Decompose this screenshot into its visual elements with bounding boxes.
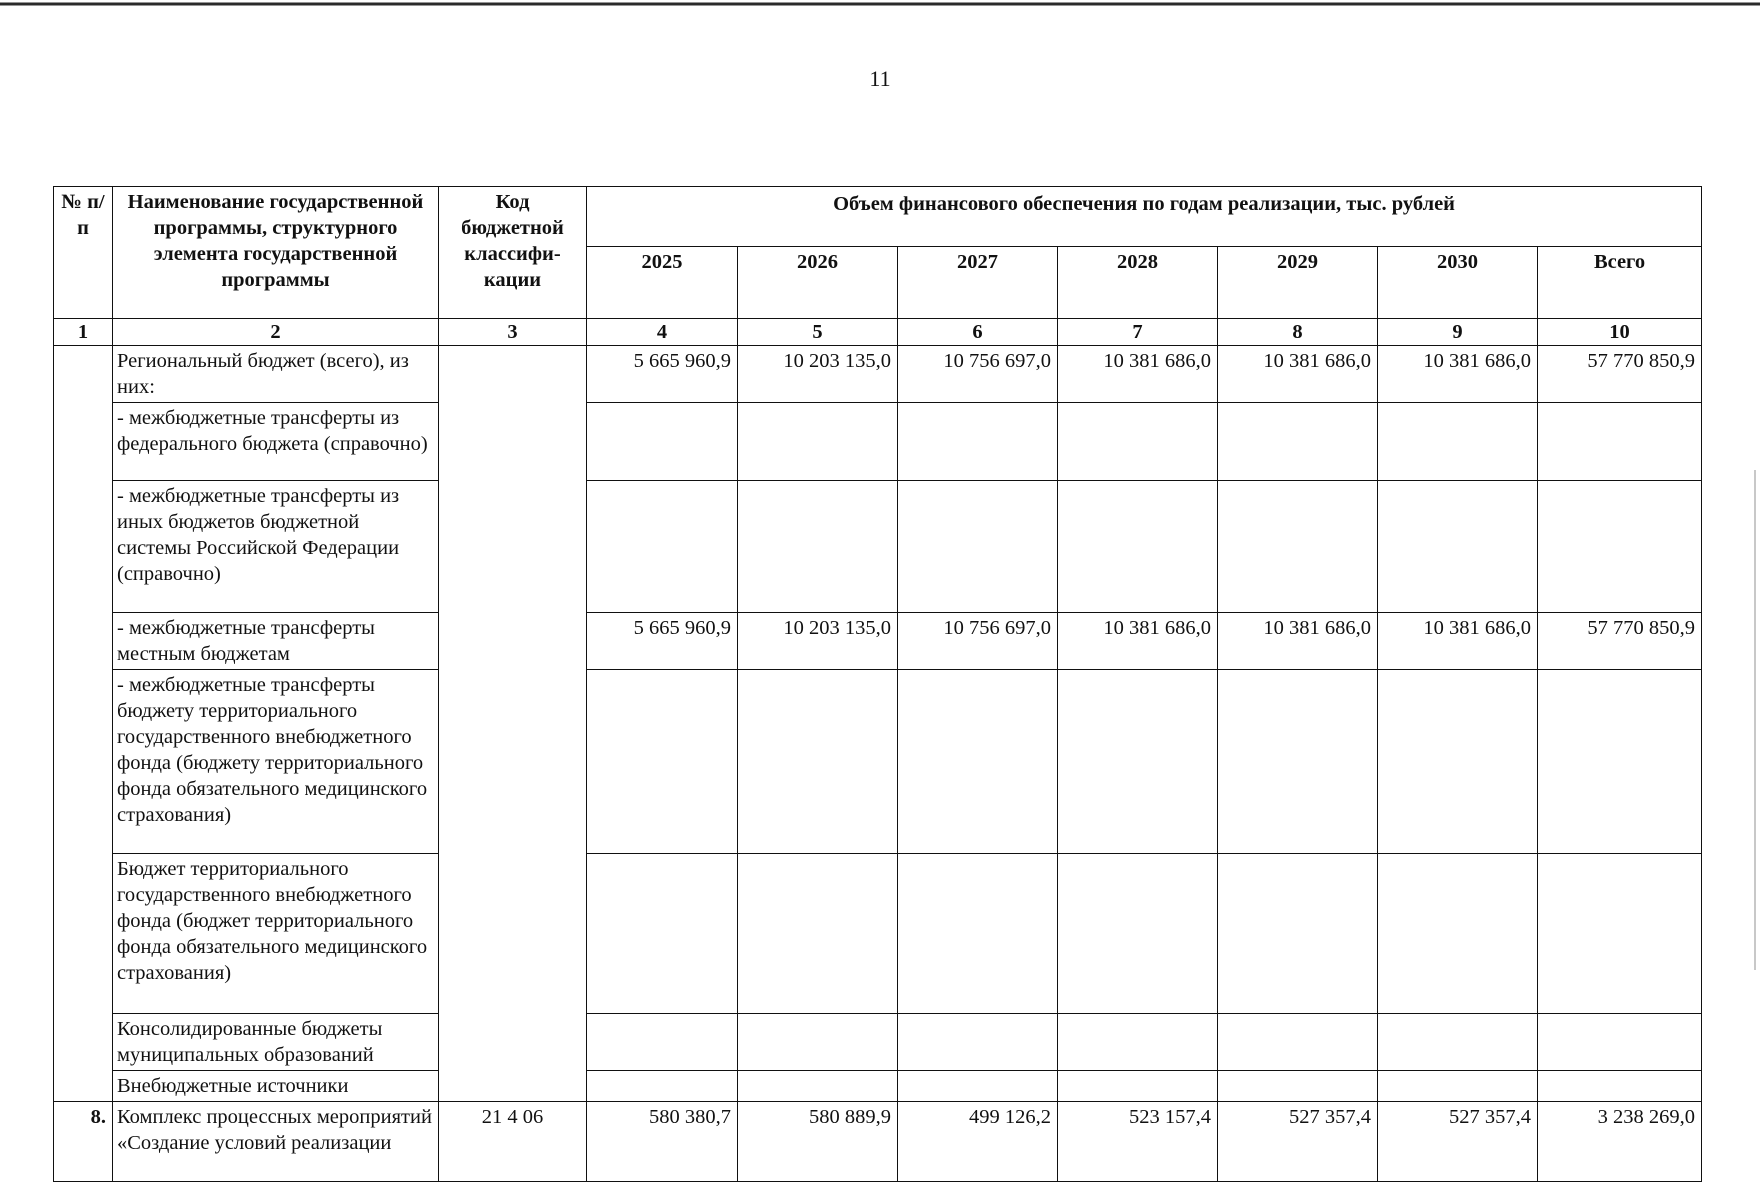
table-row [54, 403, 1702, 481]
table-row [54, 854, 1702, 1014]
value-cell [1378, 1014, 1538, 1071]
value-cell [1538, 481, 1702, 613]
row-number: 8. [54, 1102, 113, 1182]
value-cell [1538, 854, 1702, 1014]
value-cell [898, 670, 1058, 854]
row-name: Бюджет территориального государственного внебюджетного фонда (бюджет территориального фонда обязательного медицинского страхования) [113, 854, 439, 1014]
value-cell [587, 481, 738, 613]
column-numbers-row [54, 319, 1702, 346]
column-number: 6 [898, 319, 1058, 346]
row-name: - межбюджетные трансферты местным бюджетам [113, 613, 439, 670]
column-number: 8 [1218, 319, 1378, 346]
value-cell [738, 1014, 898, 1071]
header-year: 2025 [587, 247, 738, 319]
row-name: - межбюджетные трансферты бюджету территориального государственного внебюджетного фонда (бюджету территориального фонда обязательного медицинского страхования) [113, 670, 439, 854]
value-cell: 10 203 135,0 [738, 613, 898, 670]
value-cell [1058, 1071, 1218, 1102]
header-volume: Объем финансового обеспечения по годам реализации, тыс. рублей [587, 187, 1702, 247]
value-cell [1378, 1071, 1538, 1102]
column-number: 4 [587, 319, 738, 346]
value-cell [738, 670, 898, 854]
value-cell [1538, 403, 1702, 481]
column-number: 1 [54, 319, 113, 346]
value-cell: 5 665 960,9 [587, 346, 738, 403]
merged-code-cell [439, 346, 587, 1102]
value-cell [898, 481, 1058, 613]
value-cell [898, 1014, 1058, 1071]
value-cell [587, 670, 738, 854]
value-cell [1218, 1071, 1378, 1102]
value-cell [587, 1071, 738, 1102]
value-cell: 527 357,4 [1378, 1102, 1538, 1182]
value-cell: 10 381 686,0 [1378, 346, 1538, 403]
header-year: 2028 [1058, 247, 1218, 319]
page-number: 11 [869, 66, 891, 91]
value-cell [1218, 670, 1378, 854]
value-cell: 10 381 686,0 [1218, 346, 1378, 403]
header-row-1 [54, 187, 1702, 247]
value-cell: 5 665 960,9 [587, 613, 738, 670]
header-year: 2026 [738, 247, 898, 319]
value-cell [1378, 481, 1538, 613]
table-row [54, 1014, 1702, 1071]
value-cell: 57 770 850,9 [1538, 346, 1702, 403]
header-num: № п/п [54, 187, 113, 319]
scan-edge-mark [1754, 470, 1756, 970]
value-cell: 57 770 850,9 [1538, 613, 1702, 670]
value-cell [1218, 854, 1378, 1014]
value-cell: 580 380,7 [587, 1102, 738, 1182]
table-row-8 [54, 1102, 1702, 1182]
column-number: 2 [113, 319, 439, 346]
column-number: 7 [1058, 319, 1218, 346]
value-cell [1218, 1014, 1378, 1071]
header-name: Наименование государственной программы, структурного элемента государственной программы [113, 187, 439, 319]
value-cell: 523 157,4 [1058, 1102, 1218, 1182]
value-cell: 499 126,2 [898, 1102, 1058, 1182]
value-cell [1538, 1071, 1702, 1102]
row-name: Консолидированные бюджеты муниципальных образований [113, 1014, 439, 1071]
value-cell [1378, 403, 1538, 481]
header-year: 2029 [1218, 247, 1378, 319]
column-number: 10 [1538, 319, 1702, 346]
scan-top-border [0, 0, 1760, 10]
budget-table [53, 186, 1702, 1182]
value-cell: 10 756 697,0 [898, 346, 1058, 403]
value-cell [1218, 403, 1378, 481]
value-cell [1538, 670, 1702, 854]
value-cell [1218, 481, 1378, 613]
value-cell [738, 481, 898, 613]
value-cell: 10 381 686,0 [1058, 346, 1218, 403]
value-cell [1378, 670, 1538, 854]
header-code: Код бюджетной классифи-кации [439, 187, 587, 319]
header-year: 2030 [1378, 247, 1538, 319]
value-cell [1058, 403, 1218, 481]
table-row [54, 670, 1702, 854]
value-cell [738, 1071, 898, 1102]
header-total: Всего [1538, 247, 1702, 319]
value-cell: 10 381 686,0 [1378, 613, 1538, 670]
value-cell [587, 403, 738, 481]
value-cell [1538, 1014, 1702, 1071]
value-cell: 3 238 269,0 [1538, 1102, 1702, 1182]
value-cell [1058, 854, 1218, 1014]
value-cell: 10 203 135,0 [738, 346, 898, 403]
value-cell [898, 854, 1058, 1014]
value-cell [1058, 670, 1218, 854]
table-row [54, 613, 1702, 670]
value-cell: 527 357,4 [1218, 1102, 1378, 1182]
row-name: - межбюджетные трансферты из федерального бюджета (справочно) [113, 403, 439, 481]
budget-code: 21 4 06 [439, 1102, 587, 1182]
header-year: 2027 [898, 247, 1058, 319]
column-number: 3 [439, 319, 587, 346]
value-cell [1058, 481, 1218, 613]
table-row [54, 1071, 1702, 1102]
row-name: Внебюджетные источники [113, 1071, 439, 1102]
value-cell [587, 854, 738, 1014]
value-cell: 580 889,9 [738, 1102, 898, 1182]
value-cell: 10 756 697,0 [898, 613, 1058, 670]
merged-num-cell [54, 346, 113, 1102]
value-cell: 10 381 686,0 [1058, 613, 1218, 670]
column-number: 5 [738, 319, 898, 346]
value-cell [1378, 854, 1538, 1014]
row-name: - межбюджетные трансферты из иных бюджетов бюджетной системы Российской Федерации (справочно) [113, 481, 439, 613]
column-number: 9 [1378, 319, 1538, 346]
table-row [54, 346, 1702, 403]
table-row [54, 481, 1702, 613]
value-cell [738, 403, 898, 481]
value-cell [1058, 1014, 1218, 1071]
value-cell [898, 1071, 1058, 1102]
value-cell: 10 381 686,0 [1218, 613, 1378, 670]
value-cell [738, 854, 898, 1014]
row-name: Комплекс процессных мероприятий «Создание условий реализации [113, 1102, 439, 1182]
value-cell [587, 1014, 738, 1071]
value-cell [898, 403, 1058, 481]
row-name: Региональный бюджет (всего), из них: [113, 346, 439, 403]
